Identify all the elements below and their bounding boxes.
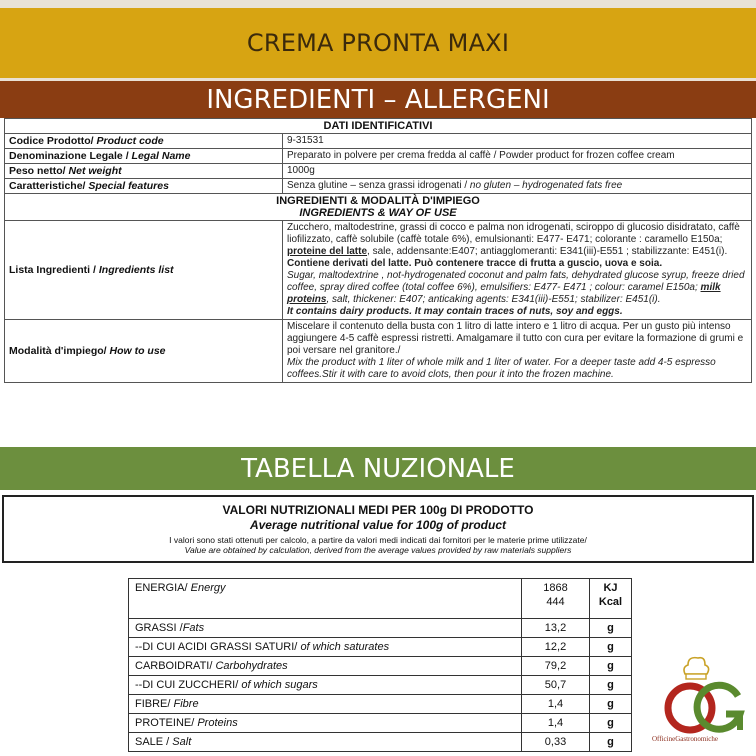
nutrient-label [129, 695, 522, 714]
nutrient-value: 1,4 [522, 695, 590, 714]
text: Sugar, maltodextrine , not-hydrogenated coconut and palm fats, dehydrated glucose syrup, freeze dried coffee, spray dired coffee (total coffee 6%), emulsifiers: E477- E471 ; colour: caramel E150a; [287, 270, 745, 293]
label-en: of which saturates [300, 641, 390, 653]
table-row [129, 695, 632, 714]
nutrition-header-box [2, 495, 754, 563]
how-to-use-label [5, 320, 283, 383]
energy-values [522, 579, 590, 619]
table-row [129, 638, 632, 657]
ingredients-list-label [5, 221, 283, 320]
page-title: CREMA PRONTA MAXI [246, 29, 510, 57]
label-en: Product code [93, 135, 164, 147]
label-it: --DI CUI ZUCCHERI/ [135, 679, 242, 691]
nutrient-label [129, 657, 522, 676]
energy-units [590, 579, 632, 619]
nutrient-unit: g [590, 619, 632, 638]
nutrient-value: 1,4 [522, 714, 590, 733]
nutrient-unit: g [590, 676, 632, 695]
text: , salt, thickener: E407; anticaking agents: E341(iii)-E551; stabilizer: E451(i). [326, 294, 661, 305]
nutrient-label [129, 638, 522, 657]
ingredients-list-value [283, 221, 752, 320]
table-row [129, 733, 632, 752]
allergen-notice-en: It contains dairy products. It may contain traces of nuts, soy and eggs. [287, 306, 623, 317]
table-row [5, 221, 752, 320]
energy-kj: 1868 [543, 582, 568, 594]
label-it: ENERGIA/ [135, 582, 191, 594]
label-it: Caratteristiche/ [9, 180, 89, 192]
label-it: SALE / [135, 736, 173, 748]
table-row [129, 714, 632, 733]
how-to-use-en: Mix the product with 1 liter of whole milk and 1 liter of water. For a deeper taste add 4-5 espresso coffees.Stir it with care to avoid clots, then pour it into the frozen machine. [287, 357, 716, 380]
product-code-label [5, 134, 283, 149]
logo-wordmark: OfficineGastronomiche [652, 735, 718, 743]
nutrient-unit: g [590, 714, 632, 733]
label-en: of which sugars [241, 679, 318, 691]
unit-kj: KJ [603, 582, 618, 594]
how-to-use-it: Miscelare il contenuto della busta con 1 litro di latte intero e 1 litro di acqua. Per un gusto più intenso aggiungere 4-5 caffè espressi ristretti. Amalgamare il tutto con cura per evitare la formazione di grumi e poi versare nel granitore./ [287, 321, 744, 356]
nutrition-heading-it: VALORI NUTRIZIONALI MEDI PER 100g DI PRODOTTO [222, 503, 534, 517]
label-it: Codice Prodotto/ [9, 135, 94, 147]
ingredients-section-band [0, 78, 756, 118]
nutrient-label [129, 676, 522, 695]
allergen-notice-it: Contiene derivati del latte. Può contenere tracce di frutta a guscio, uova e soia. [287, 258, 663, 269]
nutrition-note-it: I valori sono stati ottenuti per calcolo, a partire da valori medi indicati dai fornitori per le materie prime utilizzate/ [169, 535, 587, 545]
label-it: GRASSI / [135, 622, 183, 634]
label-it: Denominazione Legale / [9, 150, 132, 162]
ingredients-it [287, 222, 747, 258]
table-row [129, 657, 632, 676]
table-row [129, 579, 632, 619]
usage-heading-it: INGREDIENTI & MODALITÀ D'IMPIEGO [276, 195, 480, 207]
energy-kcal: 444 [546, 596, 565, 608]
label-en: Proteins [197, 717, 238, 729]
ident-heading-row [5, 119, 752, 134]
nutrient-label [129, 619, 522, 638]
nutrient-unit: g [590, 638, 632, 657]
nutrient-value: 50,7 [522, 676, 590, 695]
label-it: CARBOIDRATI/ [135, 660, 216, 672]
table-row [5, 164, 752, 179]
label-it: Modalità d'impiego/ [9, 345, 110, 357]
label-en: How to use [109, 345, 166, 357]
table-row [129, 676, 632, 695]
label-it: Lista Ingredienti / [9, 264, 99, 276]
net-weight-value: 1000g [283, 164, 752, 179]
label-it: PROTEINE/ [135, 717, 198, 729]
features-value [283, 179, 752, 194]
allergen-milk-en: milk proteins [287, 282, 721, 305]
ingredients-table [4, 118, 752, 383]
label-it: --DI CUI ACIDI GRASSI SATURI/ [135, 641, 301, 653]
text: Zucchero, maltodestrine, grassi di cocco e palma non idrogenati, sciroppo di glucosio disidratato, caffè liofilizzato, caffè solubile (caffè totale 6%), emulsionanti: E477- E471; colorante : caramello E150a; [287, 222, 740, 245]
label-it: FIBRE/ [135, 698, 174, 710]
nutrient-unit: g [590, 733, 632, 752]
nutrition-section-title: TABELLA NUZIONALE [241, 453, 515, 484]
usage-heading [5, 194, 752, 221]
unit-kcal: Kcal [598, 596, 623, 608]
text: , sale, addensante:E407; antiagglomeranti: E341(iii)-E551 ; stabilizzante: E451(i). [367, 246, 728, 257]
label-en: Carbohydrates [215, 660, 288, 672]
table-row [129, 619, 632, 638]
nutrition-note-en: Value are obtained by calculation, derived from the average values provided by raw materials suppliers [184, 545, 572, 555]
nutrient-label [129, 733, 522, 752]
ingredients-en [287, 270, 747, 306]
nutrient-value: 12,2 [522, 638, 590, 657]
label-en: Salt [172, 736, 192, 748]
how-to-use-value [283, 320, 752, 383]
allergen-milk-it: proteine del latte [287, 246, 368, 257]
net-weight-label [5, 164, 283, 179]
label-it: Peso netto/ [9, 165, 69, 177]
nutrient-value: 79,2 [522, 657, 590, 676]
energy-label [129, 579, 522, 619]
nutrient-value: 13,2 [522, 619, 590, 638]
nutrition-section-band [0, 447, 756, 490]
label-en: Fibre [173, 698, 199, 710]
ident-heading: DATI IDENTIFICATIVI [5, 119, 752, 134]
nutrition-heading-en: Average nutritional value for 100g of product [249, 518, 507, 532]
table-row [5, 134, 752, 149]
nutrient-value: 0,33 [522, 733, 590, 752]
usage-heading-en: INGREDIENTS & WAY OF USE [299, 207, 457, 219]
features-it: Senza glutine – senza grassi idrogenati / [287, 180, 470, 191]
legal-name-label [5, 149, 283, 164]
label-en: Fats [182, 622, 205, 634]
table-row [5, 179, 752, 194]
nutrient-label [129, 714, 522, 733]
title-band [0, 0, 756, 78]
nutrition-table [128, 578, 632, 752]
officine-gastronomiche-logo-icon [652, 648, 752, 748]
ingredients-section-title: INGREDIENTI – ALLERGENI [206, 84, 550, 115]
label-en: Ingredients list [98, 264, 174, 276]
label-en: Special features [88, 180, 169, 192]
nutrient-unit: g [590, 657, 632, 676]
table-row [5, 149, 752, 164]
features-label [5, 179, 283, 194]
legal-name-value: Preparato in polvere per crema fredda al caffè / Powder product for frozen coffee cream [283, 149, 752, 164]
product-code-value: 9-31531 [283, 134, 752, 149]
label-en: Net weight [68, 165, 122, 177]
usage-heading-row [5, 194, 752, 221]
table-row [5, 320, 752, 383]
label-en: Legal Name [131, 150, 191, 162]
nutrient-unit: g [590, 695, 632, 714]
label-en: Energy [190, 582, 226, 594]
features-en: no gluten – hydrogenated fats free [469, 180, 623, 191]
